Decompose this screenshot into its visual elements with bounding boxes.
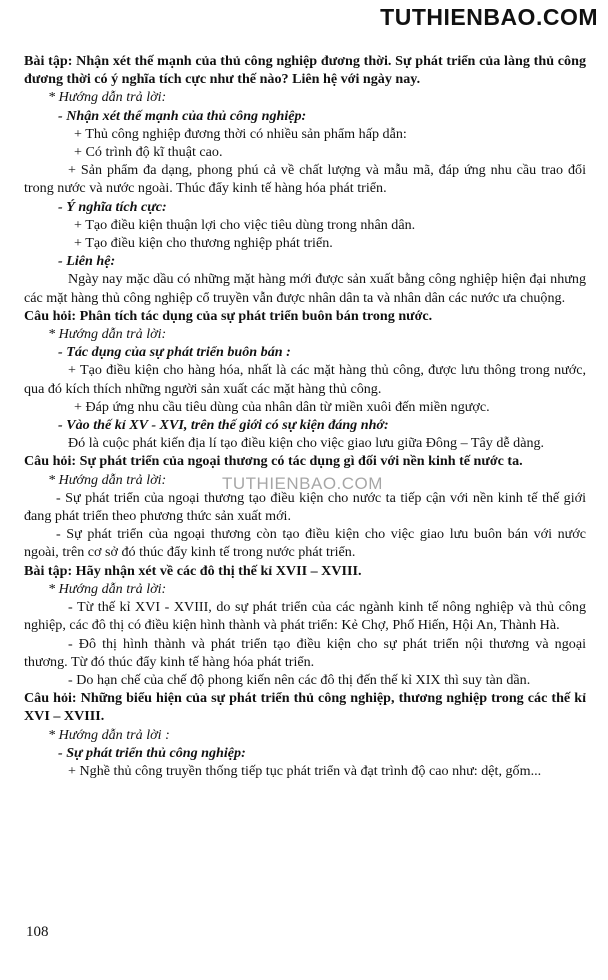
bullet-item: + Thủ công nghiệp đương thời có nhiều sản phẩm hấp dẫn: (74, 125, 407, 142)
question-heading: Câu hỏi: Những biểu hiện của sự phát triển thủ công nghiệp, thương nghiệp trong các thế kỉ XVI – XVIII. (24, 690, 586, 725)
body-paragraph: - Do hạn chế của chế độ phong kiến nên các đô thị đến thế kỉ XIX thì suy tàn dần. (68, 671, 531, 688)
subsection-heading: - Sự phát triển thủ công nghiệp: (58, 744, 246, 761)
page-body (24, 52, 586, 780)
bullet-item: + Tạo điều kiện cho thương nghiệp phát triển. (74, 235, 333, 252)
subsection-heading: - Vào thế kỉ XV - XVI, trên thế giới có sự kiện đáng nhớ: (58, 417, 389, 434)
body-paragraph: Đó là cuộc phát kiến địa lí tạo điều kiện cho việc giao lưu giữa Đông – Tây dễ dàng. (68, 435, 545, 452)
answer-guide-label: * Hướng dẫn trả lời: (48, 89, 167, 106)
dash-paragraph: - Sự phát triển của ngoại thương còn tạo điều kiện cho việc giao lưu buôn bán với nước ngoài, trên cơ sở đó thúc đẩy kinh tế trong nước phát triển. (24, 526, 586, 561)
question-heading: Bài tập: Hãy nhận xét về các đô thị thế kỉ XVII – XVIII. (24, 562, 362, 579)
subsection-heading: - Liên hệ: (58, 253, 116, 270)
body-paragraph: + Nghề thủ công truyền thống tiếp tục phát triển và đạt trình độ cao như: dệt, gốm... (68, 762, 542, 779)
answer-guide-label: * Hướng dẫn trả lời: (48, 580, 167, 597)
body-paragraph: - Đô thị hình thành và phát triển tạo điều kiện cho sự phát triển nội thương và ngoại thương. Từ đó thúc đẩy kinh tế hàng hóa phát triển. (24, 635, 586, 670)
body-paragraph: + Tạo điều kiện cho hàng hóa, nhất là các mặt hàng thủ công, được lưu thông trong nước, qua đó kích thích những người sản xuất các mặt hàng thủ công. (24, 362, 586, 397)
page-number: 108 (26, 924, 49, 940)
question-heading: Câu hỏi: Phân tích tác dụng của sự phát triển buôn bán trong nước. (24, 307, 433, 324)
body-paragraph: + Sản phẩm đa dạng, phong phú cả về chất lượng và mẫu mã, đáp ứng nhu cầu trao đổi trong nước và nước ngoài. Thúc đẩy kinh tế hàng hóa phát triển. (24, 162, 586, 197)
body-paragraph: Ngày nay mặc dầu có những mặt hàng mới được sản xuất bằng công nghiệp hiện đại nhưng các mặt hàng thủ công nghiệp cổ truyền vẫn được nhân dân ta và nhân dân các nước ưa chuộng. (24, 271, 586, 306)
question-heading: Bài tập: Nhận xét thế mạnh của thủ công nghiệp đương thời. Sự phát triển của làng thủ công đương thời có ý nghĩa tích cực như thế nào? Liên hệ với ngày nay. (24, 53, 586, 88)
subsection-heading: - Ý nghĩa tích cực: (58, 198, 167, 215)
bullet-item: + Tạo điều kiện thuận lợi cho việc tiêu dùng trong nhân dân. (74, 216, 416, 233)
body-paragraph: - Từ thế kỉ XVI - XVIII, do sự phát triển của các ngành kinh tế nông nghiệp và thủ công nghiệp, các đô thị có điều kiện hình thành và phát triển: Kẻ Chợ, Phố Hiến, Hội An, Thành Hà. (24, 599, 586, 634)
answer-guide-label: * Hướng dẫn trả lời : (48, 726, 170, 743)
center-watermark: TUTHIENBAO.COM (222, 474, 383, 493)
subsection-heading: - Tác dụng của sự phát triển buôn bán : (58, 344, 291, 361)
dash-paragraph: - Sự phát triển của ngoại thương tạo điều kiện cho nước ta tiếp cận với nền kinh tế thế giới đang phát triển theo phương thức sản xuất mới. (24, 489, 586, 525)
bullet-item: + Có trình độ kĩ thuật cao. (74, 144, 223, 161)
question-heading: Câu hỏi: Sự phát triển của ngoại thương có tác dụng gì đối với nền kinh tế nước ta. (24, 453, 523, 470)
answer-guide-label: * Hướng dẫn trả lời: (48, 471, 167, 488)
subsection-heading: - Nhận xét thế mạnh của thủ công nghiệp: (58, 107, 307, 124)
bullet-item: + Đáp ứng nhu cầu tiêu dùng của nhân dân từ miền xuôi đến miền ngược. (74, 398, 490, 415)
answer-guide-label: * Hướng dẫn trả lời: (48, 326, 167, 343)
site-watermark: TUTHIENBAO.COM (380, 4, 598, 30)
